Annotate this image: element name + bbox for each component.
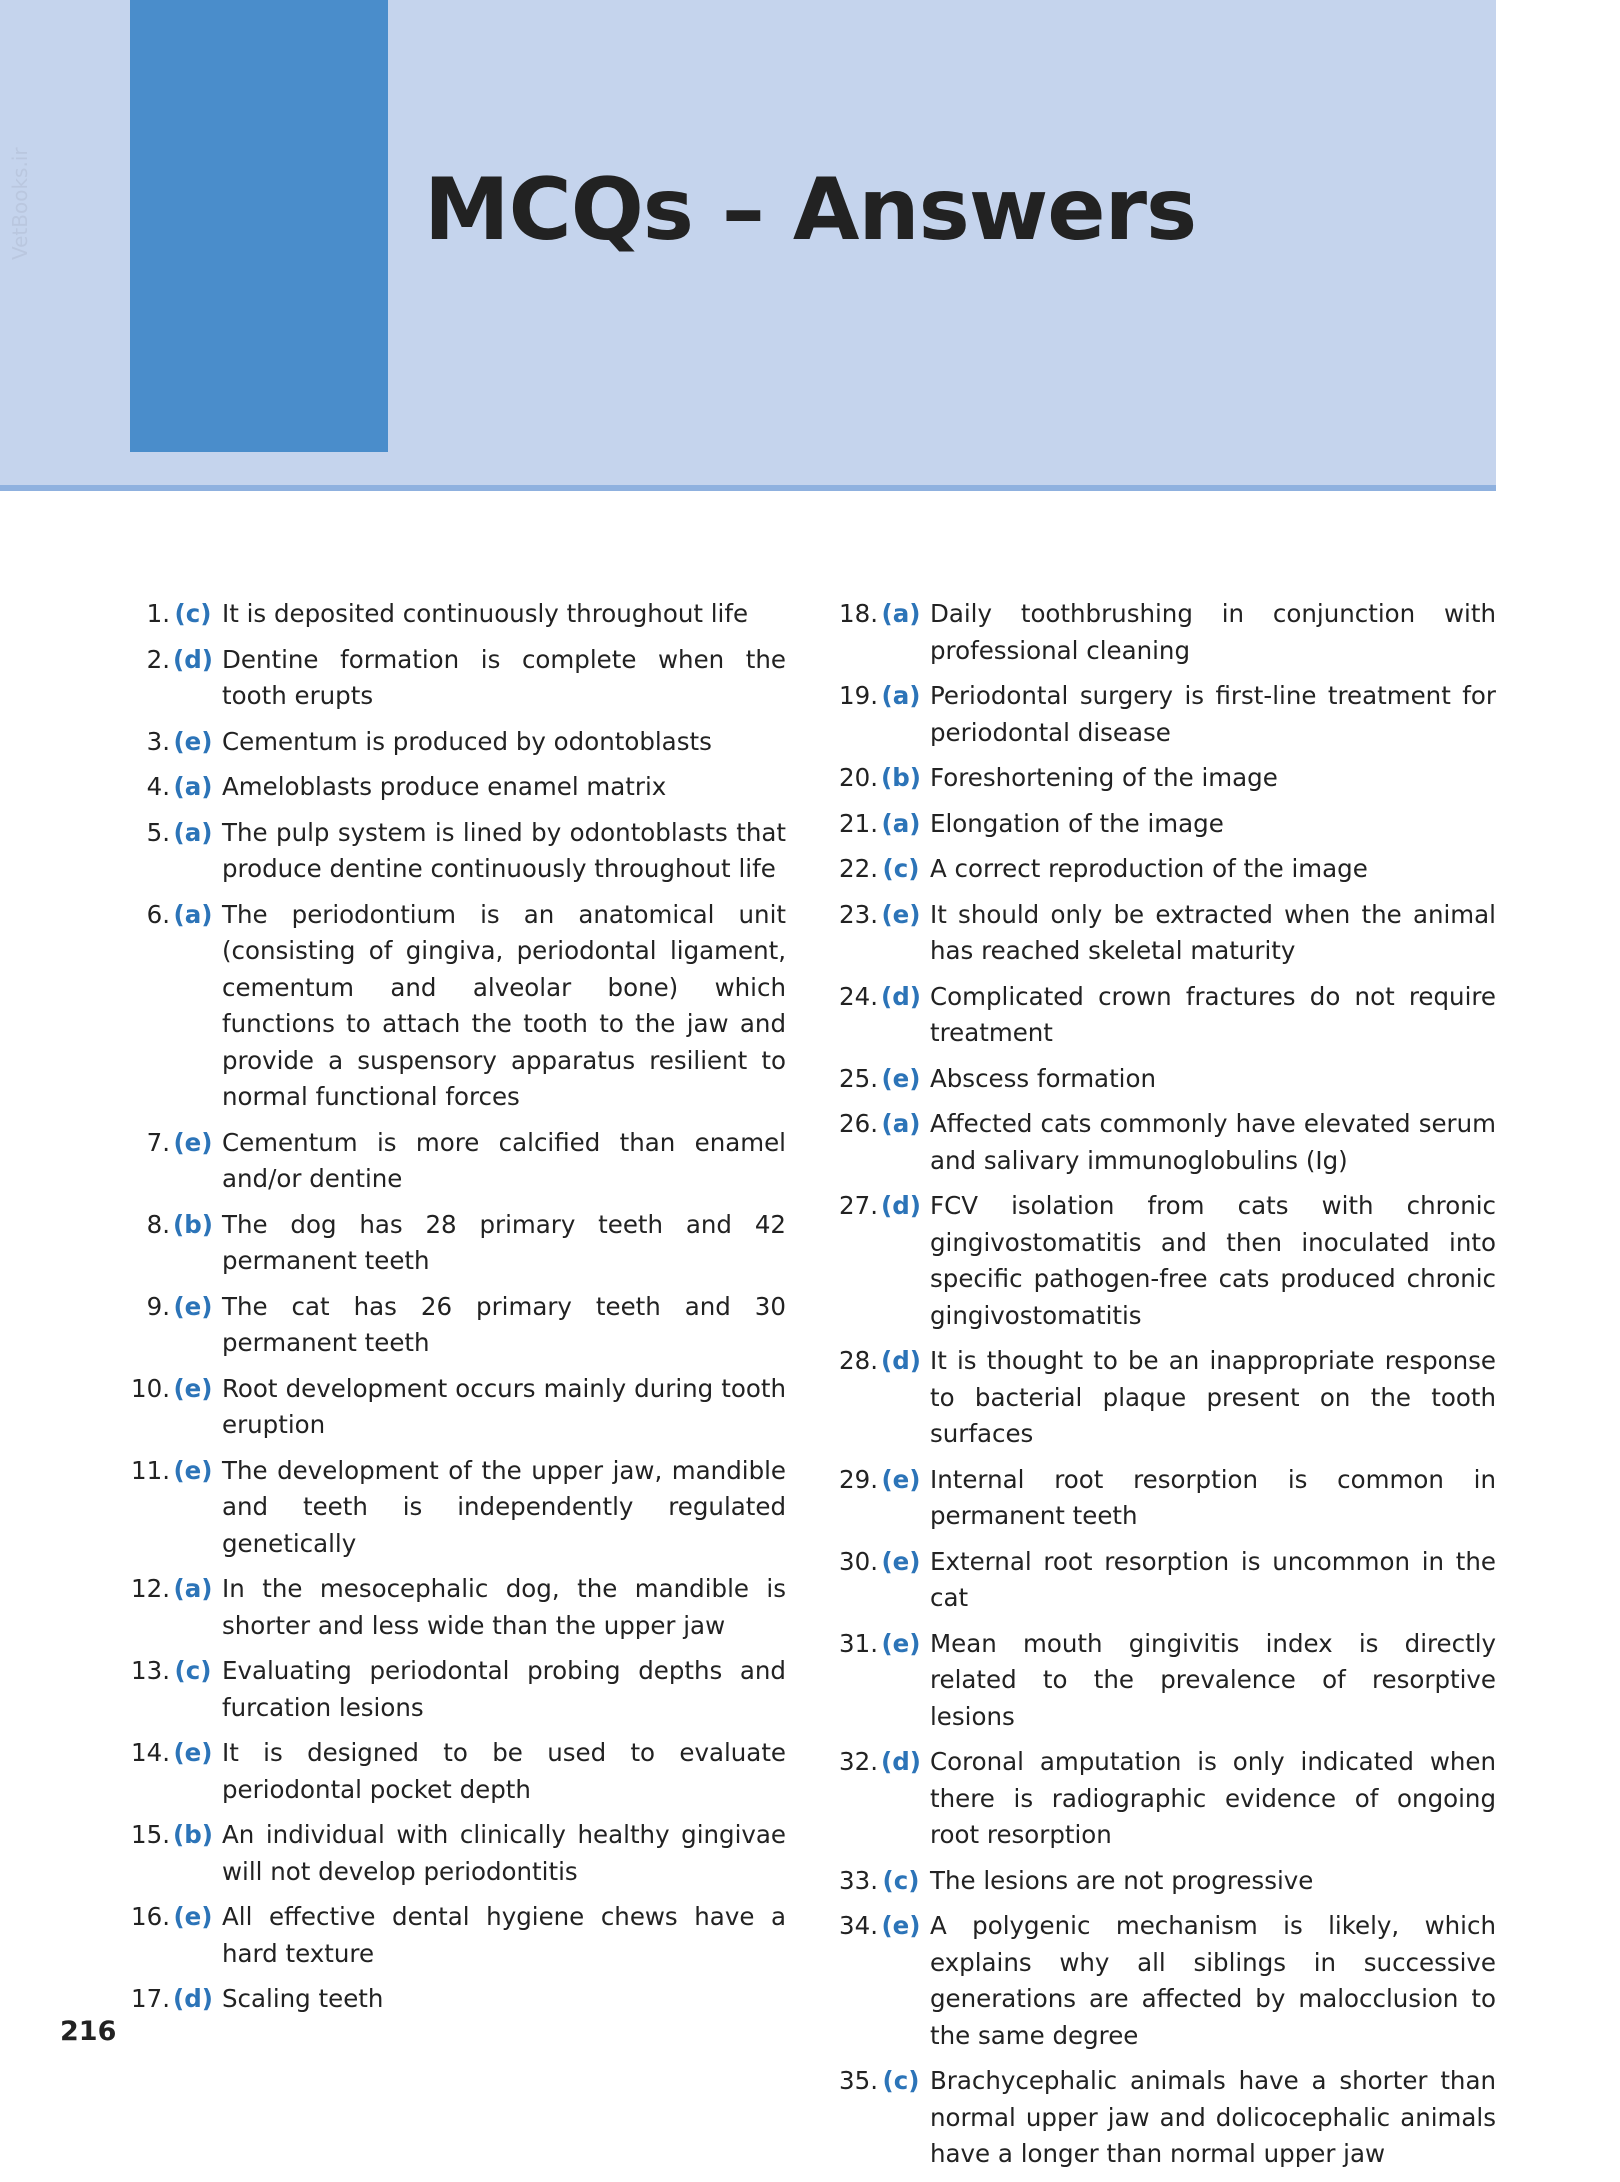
answer-number: 9. xyxy=(146,1291,170,1321)
answer-letter: (e) xyxy=(173,1738,213,1767)
answer-item xyxy=(834,1544,1496,1617)
answer-text: Scaling teeth xyxy=(222,1984,384,2013)
answer-number: 33. xyxy=(839,1865,878,1895)
answer-number: 21. xyxy=(839,808,878,838)
answer-text: It is thought to be an inappropriate response to bacterial plaque present on the tooth surfaces xyxy=(930,1346,1496,1448)
answer-number: 24. xyxy=(839,981,878,1011)
page-number: 216 xyxy=(60,2016,117,2047)
answer-letter: (e) xyxy=(881,1628,921,1658)
answer-item xyxy=(126,1981,786,2018)
answer-number: 26. xyxy=(839,1109,878,1138)
answer-number: 25. xyxy=(839,1063,878,1093)
answer-item xyxy=(834,2063,1496,2173)
answer-letter: (e) xyxy=(173,1455,213,1485)
answer-number: 11. xyxy=(131,1455,170,1485)
answer-item xyxy=(126,1453,786,1563)
answer-text: Ameloblasts produce enamel matrix xyxy=(222,772,667,801)
answer-number: 1. xyxy=(146,599,170,628)
answer-text: It should only be extracted when the animal has reached skeletal maturity xyxy=(930,899,1496,965)
answer-number: 32. xyxy=(839,1747,878,1776)
answer-number: 27. xyxy=(839,1191,878,1220)
answer-item xyxy=(834,1462,1496,1535)
answer-item xyxy=(834,1744,1496,1854)
answer-item xyxy=(834,1343,1496,1453)
answer-item xyxy=(126,1371,786,1444)
answer-text: An individual with clinically healthy gingivae will not develop periodontitis xyxy=(222,1820,786,1886)
answer-text: Evaluating periodontal probing depths and furcation lesions xyxy=(222,1656,786,1722)
answer-letter: (c) xyxy=(882,854,920,883)
answer-letter: (b) xyxy=(881,763,921,792)
answer-item xyxy=(126,596,786,633)
answer-number: 4. xyxy=(146,772,170,801)
answer-letter: (b) xyxy=(173,1209,213,1239)
answer-letter: (a) xyxy=(881,1109,921,1138)
chapter-color-block xyxy=(130,0,388,452)
answer-item xyxy=(834,760,1496,797)
answer-letter: (e) xyxy=(881,1464,921,1494)
answer-item xyxy=(126,724,786,761)
answer-number: 2. xyxy=(146,644,170,674)
answer-item xyxy=(126,897,786,1116)
answer-item xyxy=(126,1289,786,1362)
answer-text: FCV isolation from cats with chronic gingivostomatitis and then inoculated into specific pathogen-free cats produced chronic gingivostomatitis xyxy=(930,1191,1496,1330)
answer-text: Cementum is produced by odontoblasts xyxy=(222,726,712,756)
answer-item xyxy=(834,1188,1496,1334)
answer-text: The pulp system is lined by odontoblasts that produce dentine continuously throughout life xyxy=(222,817,786,883)
answer-letter: (c) xyxy=(882,2066,920,2095)
answers-column-left xyxy=(126,596,786,2027)
answer-item xyxy=(126,769,786,806)
answer-item xyxy=(834,1106,1496,1179)
answer-letter: (a) xyxy=(881,599,921,628)
answer-text: Complicated crown fractures do not require treatment xyxy=(930,981,1496,1047)
answer-letter: (d) xyxy=(881,981,921,1011)
answer-number: 31. xyxy=(839,1628,878,1658)
answer-text: Internal root resorption is common in permanent teeth xyxy=(930,1464,1496,1530)
answer-text: Dentine formation is complete when the tooth erupts xyxy=(222,644,786,710)
answer-letter: (d) xyxy=(881,1346,921,1375)
answer-item xyxy=(834,851,1496,888)
answer-item xyxy=(834,1061,1496,1098)
answer-text: A polygenic mechanism is likely, which explains why all siblings in successive generations are affected by malocclusion to the same degree xyxy=(930,1911,1496,2050)
answer-text: A correct reproduction of the image xyxy=(930,854,1368,883)
answer-number: 13. xyxy=(131,1656,170,1685)
answer-letter: (e) xyxy=(881,1911,921,1940)
answer-item xyxy=(834,1908,1496,2054)
answer-letter: (c) xyxy=(882,1865,920,1895)
answer-number: 14. xyxy=(131,1738,170,1767)
answer-number: 7. xyxy=(146,1127,170,1157)
answer-number: 22. xyxy=(839,854,878,883)
answer-item xyxy=(834,678,1496,751)
answer-number: 28. xyxy=(839,1346,878,1375)
answer-text: Elongation of the image xyxy=(930,808,1224,838)
answer-number: 12. xyxy=(131,1574,170,1603)
answer-letter: (e) xyxy=(881,899,921,929)
answer-item xyxy=(834,596,1496,669)
answer-letter: (e) xyxy=(173,1291,213,1321)
answer-text: The cat has 26 primary teeth and 30 permanent teeth xyxy=(222,1291,786,1357)
answer-item xyxy=(126,1735,786,1808)
answer-number: 16. xyxy=(131,1902,170,1931)
answer-text: Cementum is more calcified than enamel and/or dentine xyxy=(222,1127,786,1193)
answer-text: Coronal amputation is only indicated when there is radiographic evidence of ongoing root resorption xyxy=(930,1747,1496,1849)
answer-number: 19. xyxy=(839,681,878,710)
answer-text: Periodontal surgery is first-line treatment for periodontal disease xyxy=(930,681,1496,747)
answer-text: The lesions are not progressive xyxy=(930,1865,1314,1895)
answer-letter: (a) xyxy=(173,772,213,801)
answer-text: It is designed to be used to evaluate periodontal pocket depth xyxy=(222,1738,786,1804)
answer-number: 5. xyxy=(146,817,170,847)
answer-text: All effective dental hygiene chews have a hard texture xyxy=(222,1902,786,1968)
answer-text: Affected cats commonly have elevated serum and salivary immunoglobulins (Ig) xyxy=(930,1109,1496,1175)
answer-number: 17. xyxy=(131,1984,170,2013)
answer-letter: (c) xyxy=(174,599,212,628)
answer-text: Root development occurs mainly during tooth eruption xyxy=(222,1373,786,1439)
answer-number: 30. xyxy=(839,1546,878,1576)
answer-letter: (a) xyxy=(173,899,213,929)
answer-number: 15. xyxy=(131,1820,170,1849)
answer-text: External root resorption is uncommon in the cat xyxy=(930,1546,1496,1612)
answer-item xyxy=(834,1626,1496,1736)
answer-item xyxy=(126,1653,786,1726)
answer-letter: (d) xyxy=(881,1191,921,1220)
answer-item xyxy=(126,815,786,888)
answer-letter: (a) xyxy=(173,817,213,847)
answer-text: It is deposited continuously throughout life xyxy=(222,599,749,628)
watermark: VetBooks.ir xyxy=(8,147,32,260)
answer-number: 6. xyxy=(146,899,170,929)
answer-text: The development of the upper jaw, mandible and teeth is independently regulated genetically xyxy=(222,1455,786,1558)
answer-item xyxy=(834,1863,1496,1900)
answer-number: 3. xyxy=(146,726,170,756)
answer-item xyxy=(126,1125,786,1198)
answer-number: 34. xyxy=(839,1911,878,1940)
answer-letter: (a) xyxy=(881,681,921,710)
answer-letter: (e) xyxy=(173,726,213,756)
answer-item xyxy=(126,1899,786,1972)
answer-text: Brachycephalic animals have a shorter than normal upper jaw and dolicocephalic animals have a longer than normal upper jaw xyxy=(930,2066,1496,2168)
page-title: MCQs – Answers xyxy=(424,160,1197,260)
answer-letter: (a) xyxy=(173,1574,213,1603)
answer-letter: (e) xyxy=(173,1127,213,1157)
answers-column-right xyxy=(834,596,1496,2182)
answer-letter: (b) xyxy=(173,1820,213,1849)
answer-letter: (d) xyxy=(881,1747,921,1776)
answer-text: Daily toothbrushing in conjunction with professional cleaning xyxy=(930,599,1496,665)
answer-number: 20. xyxy=(839,763,878,792)
answer-letter: (e) xyxy=(881,1063,921,1093)
answer-item xyxy=(834,806,1496,843)
answer-number: 8. xyxy=(146,1209,170,1239)
answer-number: 23. xyxy=(839,899,878,929)
answer-letter: (a) xyxy=(881,808,921,838)
answer-item xyxy=(834,979,1496,1052)
answer-item xyxy=(126,1207,786,1280)
answer-text: Abscess formation xyxy=(930,1063,1157,1093)
answer-item xyxy=(126,1817,786,1890)
answer-letter: (d) xyxy=(173,1984,213,2013)
answer-item xyxy=(834,897,1496,970)
answer-letter: (e) xyxy=(881,1546,921,1576)
answer-text: Foreshortening of the image xyxy=(930,763,1278,792)
answer-text: The periodontium is an anatomical unit (consisting of gingiva, periodontal ligament, cementum and alveolar bone) which functions to attach the tooth to the jaw and provide a suspensory apparatus resilient to normal functional forces xyxy=(222,899,786,1111)
answer-letter: (c) xyxy=(174,1656,212,1685)
answer-number: 18. xyxy=(839,599,878,628)
answer-item xyxy=(126,642,786,715)
answer-letter: (e) xyxy=(173,1373,213,1403)
answer-text: The dog has 28 primary teeth and 42 permanent teeth xyxy=(222,1209,786,1275)
answer-text: Mean mouth gingivitis index is directly related to the prevalence of resorptive lesions xyxy=(930,1628,1496,1731)
answer-number: 10. xyxy=(131,1373,170,1403)
answer-number: 29. xyxy=(839,1464,878,1494)
answer-item xyxy=(126,1571,786,1644)
answer-text: In the mesocephalic dog, the mandible is shorter and less wide than the upper jaw xyxy=(222,1574,786,1640)
answer-letter: (e) xyxy=(173,1902,213,1931)
answer-letter: (d) xyxy=(173,644,213,674)
answer-number: 35. xyxy=(839,2066,878,2095)
